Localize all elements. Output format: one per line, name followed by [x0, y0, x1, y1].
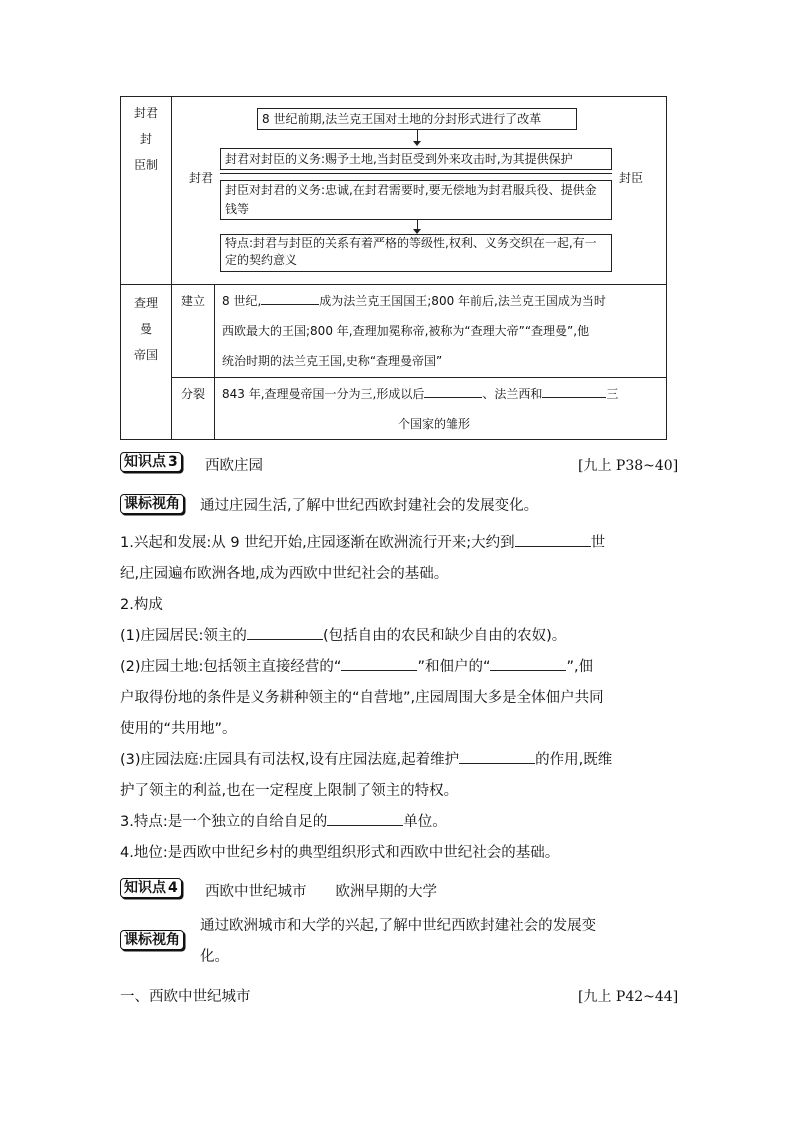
diagram-box-feature — [220, 234, 612, 272]
row-label-feudal — [121, 100, 171, 178]
paragraph — [120, 528, 680, 559]
paragraph — [120, 807, 680, 838]
paragraph: 户取得份地的条件是义务耕种领主的“自营地”,庄园周围大多是全体佃户共同 — [120, 690, 604, 706]
establish-text: 8 世纪, — [222, 294, 262, 308]
paragraph — [120, 621, 680, 652]
subrow-label-establish: 建立 — [180, 294, 205, 308]
paragraph: 纪,庄园遍布欧洲各地,成为西欧中世纪社会的基础。 — [120, 566, 449, 582]
split-line-2: 个国家的雏形 — [398, 417, 471, 431]
diagram-box-lord-duty — [220, 148, 612, 170]
knowledge-point-badge — [120, 878, 182, 898]
row-label-line: 曼 — [139, 322, 152, 336]
para-text: ”,佃 — [566, 659, 594, 675]
establish-line-1 — [222, 286, 662, 316]
paragraph: 2.构成 — [120, 597, 163, 613]
lord-label: 封君 — [189, 171, 214, 185]
badge-label: 知识点 — [124, 880, 166, 896]
textbook-page-ref: [九上 P42~44] — [578, 989, 679, 1005]
para-text: ”和佃户的“ — [417, 659, 491, 675]
split-text: 843 年,查理曼帝国一分为三,形成以后 — [222, 387, 425, 401]
para-text: (2)庄园土地:包括领主直接经营的“ — [120, 659, 342, 675]
table-row-divider — [120, 284, 667, 285]
para-text: (1)庄园居民:领主的 — [120, 628, 247, 644]
section-title: 西欧中世纪城市 欧洲早期的大学 — [205, 884, 437, 900]
knowledge-point-badge — [120, 452, 182, 472]
badge-label: 知识点 — [124, 454, 166, 470]
row-label-charlemagne — [121, 290, 171, 368]
paragraph: 使用的“共用地”。 — [120, 721, 237, 737]
badge-number: 4 — [168, 880, 178, 896]
paragraph: 护了领主的利益,也在一定程度上限制了领主的特权。 — [120, 783, 459, 799]
subsection-title: 一、西欧中世纪城市 — [120, 989, 251, 1005]
para-text: 世 — [590, 535, 606, 551]
split-text: 、法兰西和 — [482, 387, 543, 401]
diagram-box-text: 封臣对封君的义务:忠诚,在封君需要时,要无偿地为封君服兵役、提供金钱等 — [225, 183, 597, 216]
curriculum-vision-text: 化。 — [200, 949, 229, 965]
fill-blank — [247, 625, 323, 640]
table-subcol-divider — [214, 284, 215, 440]
fill-blank — [490, 656, 566, 671]
diagram-box-text: 封君对封臣的义务:赐予土地,当封臣受到外来攻击时,为其提供保护 — [225, 152, 573, 166]
para-text: 3.特点:是一个独立的自给自足的 — [120, 814, 328, 830]
fill-blank — [341, 656, 417, 671]
row-label-line: 查理 — [133, 296, 158, 310]
connector-line — [220, 173, 612, 174]
textbook-page-ref: [九上 P38~40] — [578, 458, 679, 474]
para-text: 的作用,既维 — [535, 752, 613, 768]
fill-blank — [542, 383, 606, 398]
table-subrow-divider — [171, 377, 667, 378]
row-label-line: 臣制 — [133, 158, 158, 172]
curriculum-vision-text: 通过欧洲城市和大学的兴起,了解中世纪西欧封建社会的发展变 — [200, 918, 597, 934]
para-text: (3)庄园法庭:庄园具有司法权,设有庄园法庭,起着维护 — [120, 752, 460, 768]
vassal-label: 封臣 — [619, 171, 644, 185]
fill-blank — [327, 811, 403, 826]
diagram-box-text: 特点:封君与封臣的关系有着严格的等级性,权利、义务交织在一起,有一定的契约意义 — [225, 236, 597, 267]
subrow-label-split: 分裂 — [180, 387, 205, 401]
fill-blank — [261, 290, 319, 305]
curriculum-vision-text: 通过庄园生活,了解中世纪西欧封建社会的发展变化。 — [200, 498, 539, 514]
para-text: 1.兴起和发展:从 9 世纪开始,庄园逐渐在欧洲流行开来;大约到 — [120, 535, 515, 551]
row-label-line: 帝国 — [133, 348, 158, 362]
badge-number: 3 — [168, 454, 178, 470]
paragraph — [120, 745, 680, 776]
establish-line-2: 西欧最大的王国;800 年,查理加冕称帝,被称为“查理大帝”“查理曼”,他 — [222, 324, 590, 338]
paragraph — [120, 652, 680, 683]
establish-line-3: 统治时期的法兰克王国,史称“查理曼帝国” — [222, 354, 443, 368]
para-text: 单位。 — [403, 814, 447, 830]
para-text: (包括自由的农民和缺少自由的农奴)。 — [322, 628, 567, 644]
diagram-box-vassal-duty — [220, 180, 612, 220]
fill-blank — [515, 532, 591, 547]
row-label-line: 封 — [139, 132, 152, 146]
split-line-1 — [222, 379, 664, 409]
diagram-box-text: 8 世纪前期,法兰克王国对土地的分封形式进行了改革 — [262, 112, 542, 126]
section-title: 西欧庄园 — [205, 458, 263, 474]
curriculum-vision-badge: 课标视角 — [120, 494, 184, 514]
curriculum-vision-badge: 课标视角 — [120, 930, 184, 950]
diagram-box-reform — [257, 108, 577, 130]
split-text: 三 — [606, 387, 619, 401]
paragraph: 4.地位:是西欧中世纪乡村的典型组织形式和西欧中世纪社会的基础。 — [120, 845, 560, 861]
establish-text: 成为法兰克王国国王;800 年前后,法兰克王国成为当时 — [319, 294, 606, 308]
row-label-line: 封君 — [133, 106, 158, 120]
fill-blank — [459, 749, 535, 764]
fill-blank — [424, 383, 482, 398]
